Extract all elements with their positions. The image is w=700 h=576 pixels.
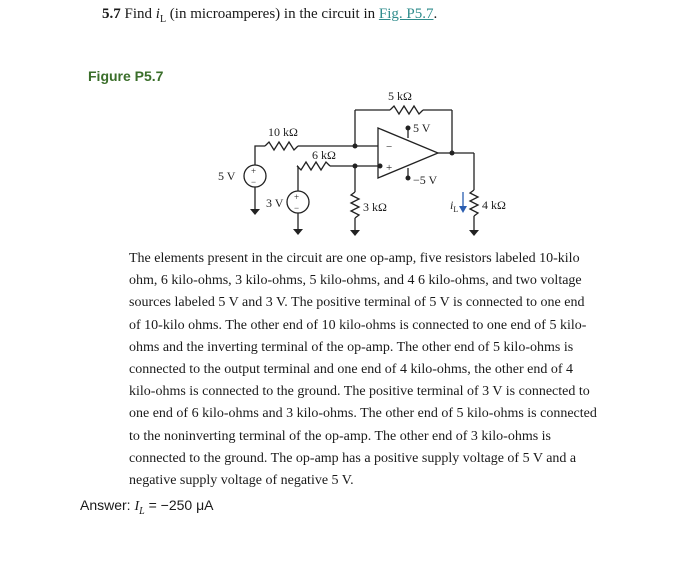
problem-text-after: (in microamperes) in the circuit in bbox=[169, 6, 376, 22]
problem-variable-sub: L bbox=[159, 14, 167, 25]
circuit-diagram bbox=[210, 84, 530, 244]
figure-link[interactable]: Fig. P5.7 bbox=[378, 6, 434, 22]
source-3v-minus: − bbox=[294, 203, 300, 213]
op-amp-plus: + bbox=[386, 162, 393, 174]
answer-variable bbox=[134, 499, 145, 517]
resistor-10k-label: 10 kΩ bbox=[268, 125, 298, 139]
resistor-3k-label: 3 kΩ bbox=[363, 200, 387, 214]
source-5v-plus: + bbox=[251, 166, 257, 176]
supply-positive-label: 5 V bbox=[413, 121, 431, 135]
resistor-4k bbox=[470, 190, 478, 216]
resistor-6k-label: 6 kΩ bbox=[312, 148, 336, 162]
current-il-label: $i_L$ bbox=[450, 198, 459, 214]
supply-negative-label: −5 V bbox=[413, 173, 438, 187]
resistor-6k bbox=[297, 162, 330, 170]
answer-value: = −250 μA bbox=[148, 497, 214, 513]
op-amp-minus: − bbox=[386, 141, 393, 153]
resistor-10k bbox=[265, 142, 298, 150]
resistor-5k-label: 5 kΩ bbox=[388, 89, 412, 103]
source-3v-label: 3 V bbox=[266, 196, 284, 210]
voltage-source-5v bbox=[244, 165, 266, 215]
answer-label: Answer: bbox=[80, 497, 131, 513]
answer-variable-sub: L bbox=[139, 505, 145, 517]
problem-variable bbox=[155, 6, 167, 25]
source-3v-plus: + bbox=[294, 192, 300, 202]
current-arrow-il bbox=[459, 192, 467, 213]
source-5v-label: 5 V bbox=[218, 169, 236, 183]
resistor-4k-label: 4 kΩ bbox=[482, 198, 506, 212]
problem-statement bbox=[102, 6, 437, 25]
source-5v-minus: − bbox=[251, 177, 257, 187]
figure-title: Figure P5.7 bbox=[88, 68, 164, 84]
resistor-5k bbox=[390, 106, 423, 114]
problem-text-before: Find bbox=[124, 6, 153, 22]
problem-variable-letter: i bbox=[155, 6, 160, 22]
voltage-source-3v bbox=[287, 191, 309, 235]
problem-number: 5.7 bbox=[102, 6, 121, 22]
resistor-3k bbox=[351, 192, 359, 218]
answer bbox=[80, 497, 214, 517]
circuit-description: The elements present in the circuit are one op-amp, five resistors labeled 10-kilo ohm, 6 kilo-ohms, 3 kilo-ohms, 5 kilo-ohms, and 4 6 kilo-ohms, and two voltage sources labeled 5 V and 3 V. The positive terminal of 5 V is connected to one end of 10-kilo ohms. The other end of 10 kilo-ohms is connected to one end of 5 kilo-ohms and the inverting terminal of the op-amp. The other end of 5 kilo-ohms is connected to the output terminal and one end of 4 kilo-ohms, the other end of 4 kilo-ohms is connected to the ground. The positive terminal of 3 V is connected to one end of 6 kilo-ohms and 3 kilo-ohms. The other end of 5 kilo-ohms is connected to the noninverting terminal of the op-amp. The other end of 3 kilo-ohms is connected to the ground. The op-amp has a positive supply voltage of 5 V and a negative supply voltage of negative 5 V. bbox=[129, 251, 597, 489]
problem-period: . bbox=[433, 6, 438, 22]
answer-variable-letter: I bbox=[134, 499, 140, 514]
